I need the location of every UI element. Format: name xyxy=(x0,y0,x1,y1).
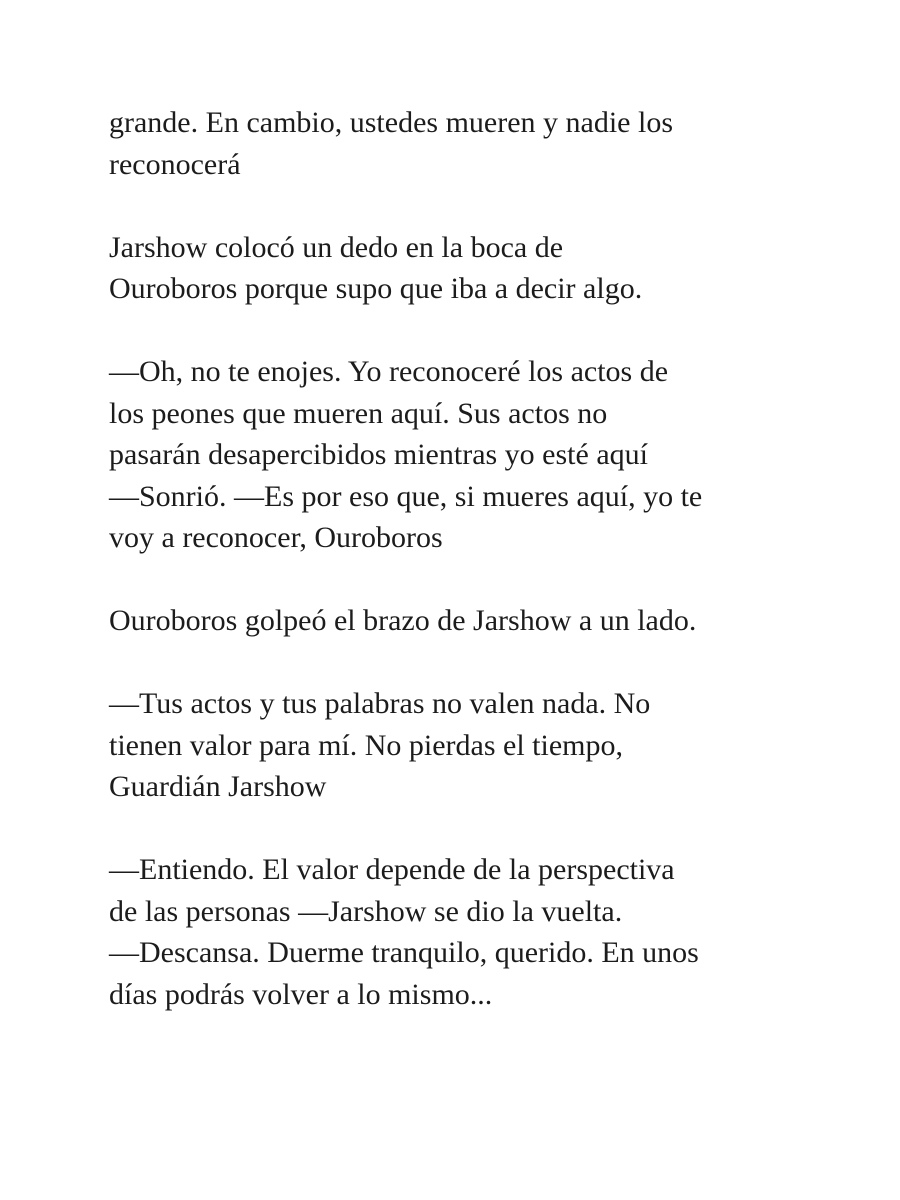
paragraph-6 xyxy=(109,849,829,1015)
text-line: de las personas —Jarshow se dio la vuelta. xyxy=(109,894,623,928)
paragraph-4 xyxy=(109,600,829,642)
text-line: —Tus actos y tus palabras no valen nada. No xyxy=(109,687,651,720)
text-line: pasarán desapercibidos mientras yo esté aquí xyxy=(109,438,648,471)
text-line: reconocerá xyxy=(109,147,241,181)
text-line: grande. En cambio, ustedes mueren y nadie los xyxy=(109,106,673,139)
text-line: —Sonrió. —Es por eso que, si mueres aquí, yo te xyxy=(109,479,703,513)
text-line: Ouroboros golpeó el brazo de Jarshow a un lado. xyxy=(109,604,697,637)
text-line: —Descansa. Duerme tranquilo, querido. En unos xyxy=(109,936,699,969)
text-line: días podrás volver a lo mismo... xyxy=(109,977,493,1011)
paragraph-3 xyxy=(109,351,829,559)
paragraph-5 xyxy=(109,683,829,808)
paragraph-2 xyxy=(109,227,829,310)
text-line: los peones que mueren aquí. Sus actos no xyxy=(109,396,608,430)
text-line: voy a reconocer, Ouroboros xyxy=(109,521,443,554)
text-line: Jarshow colocó un dedo en la boca de xyxy=(109,230,564,264)
text-line: Ouroboros porque supo que iba a decir algo. xyxy=(109,272,643,305)
paragraph-1 xyxy=(109,102,829,185)
text-line: —Oh, no te enojes. Yo reconoceré los actos de xyxy=(109,355,669,388)
text-line: Guardián Jarshow xyxy=(109,770,327,803)
text-line: tienen valor para mí. No pierdas el tiempo, xyxy=(109,728,623,762)
text-line: —Entiendo. El valor depende de la perspectiva xyxy=(109,853,675,886)
page-text xyxy=(109,102,829,1057)
